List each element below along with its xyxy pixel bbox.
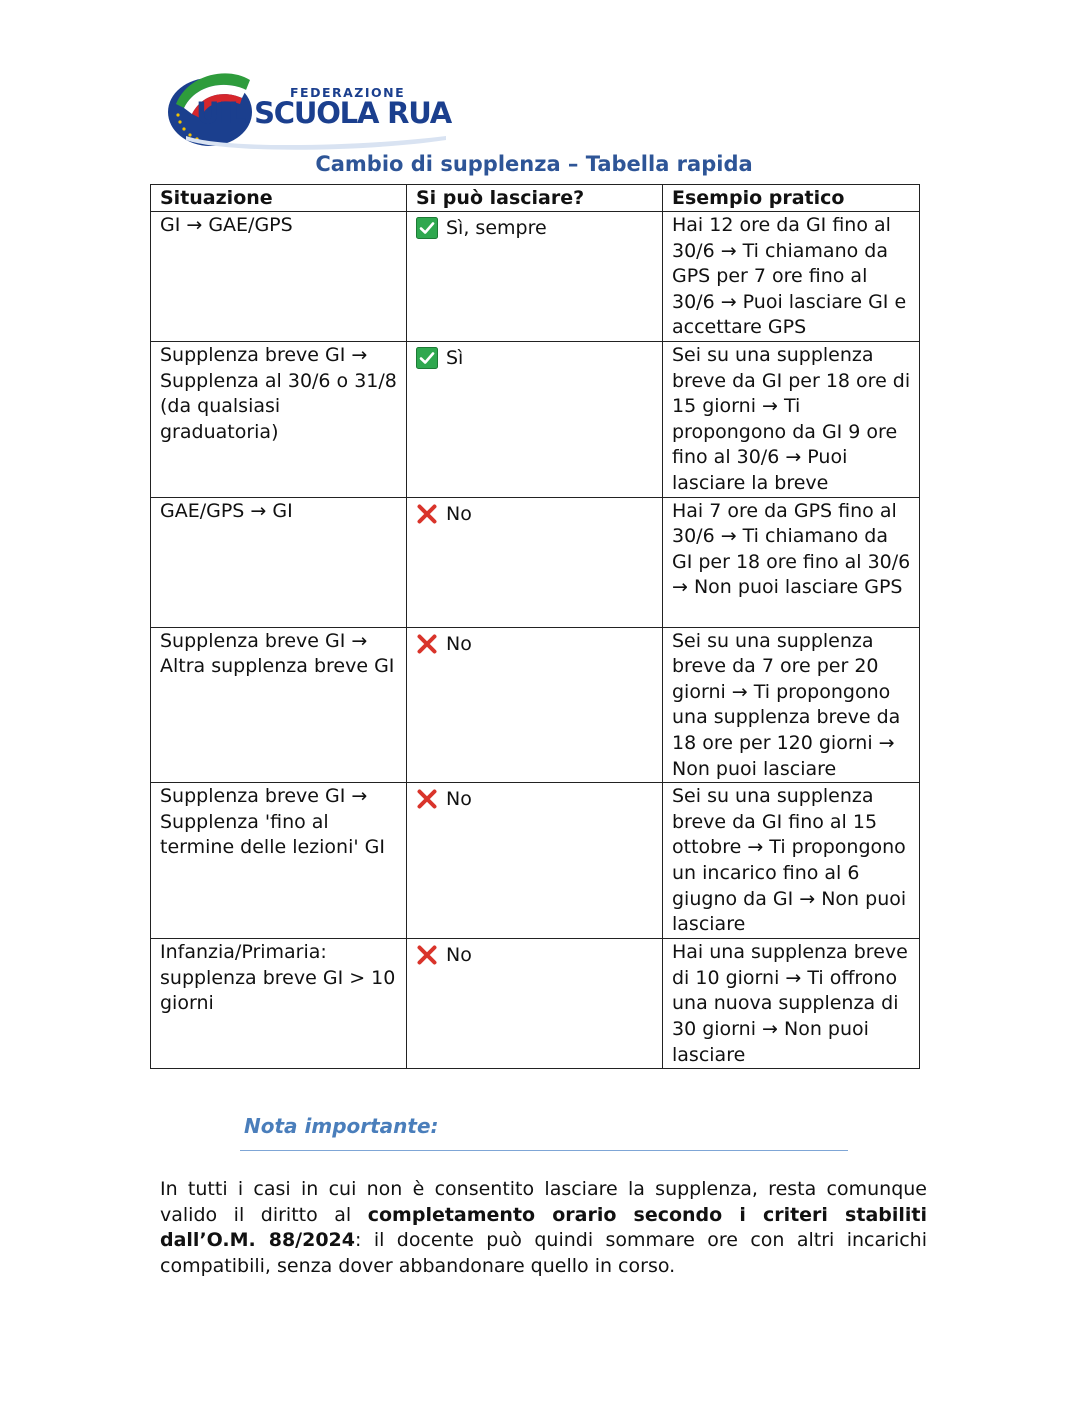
cell-esempio-pratico: Hai 12 ore da GI fino al 30/6 → Ti chiamano da GPS per 7 ore fino al 30/6 → Puoi lasciare GI e accettare GPS bbox=[663, 212, 920, 342]
table-row bbox=[151, 783, 920, 939]
table-row bbox=[151, 627, 920, 783]
logo-federazione-text: FEDERAZIONE bbox=[290, 85, 406, 100]
cell-si-puo-lasciare bbox=[407, 939, 663, 1069]
answer-wrapper bbox=[416, 784, 654, 813]
cell-situazione: GI → GAE/GPS bbox=[151, 212, 407, 342]
note-heading: Nota importante: bbox=[244, 1114, 439, 1138]
answer-wrapper bbox=[416, 940, 654, 969]
answer-wrapper bbox=[416, 343, 654, 372]
cell-situazione: Supplenza breve GI → Altra supplenza breve GI bbox=[151, 627, 407, 783]
table-row bbox=[151, 497, 920, 627]
note-text-bold: completamento orario secondo i criteri stabiliti dall’O.M. 88/2024 bbox=[160, 1203, 927, 1251]
answer-wrapper bbox=[416, 213, 654, 242]
cell-situazione: Supplenza breve GI → Supplenza 'fino al termine delle lezioni' GI bbox=[151, 783, 407, 939]
header-esempio-pratico: Esempio pratico bbox=[663, 185, 920, 212]
note-text-after: : il docente può quindi sommare ore con altri incarichi compatibili, senza dover abbandonare quello in corso. bbox=[160, 1229, 927, 1277]
answer-label: No bbox=[446, 632, 472, 655]
cross-icon bbox=[416, 944, 438, 966]
answer-label: No bbox=[446, 788, 472, 811]
cell-esempio-pratico: Sei su una supplenza breve da GI fino al 15 ottobre → Ti propongono un incarico fino al 6 giugno da GI → Non puoi lasciare bbox=[663, 783, 920, 939]
cell-si-puo-lasciare bbox=[407, 212, 663, 342]
answer-label: No bbox=[446, 502, 472, 525]
cell-si-puo-lasciare bbox=[407, 497, 663, 627]
header-si-puo-lasciare: Si può lasciare? bbox=[407, 185, 663, 212]
page-title: Cambio di supplenza – Tabella rapida bbox=[315, 152, 753, 176]
answer-wrapper bbox=[416, 629, 654, 658]
note-text-before: In tutti i casi in cui non è consentito lasciare la supplenza, resta comunque valido il diritto al bbox=[160, 1178, 927, 1226]
cell-esempio-pratico: Hai una supplenza breve di 10 giorni → Ti offrono una nuova supplenza di 30 giorni → Non puoi lasciare bbox=[663, 939, 920, 1069]
cross-icon bbox=[416, 503, 438, 525]
answer-label: Sì, sempre bbox=[446, 217, 547, 239]
cell-si-puo-lasciare bbox=[407, 783, 663, 939]
cell-situazione: GAE/GPS → GI bbox=[151, 497, 407, 627]
check-icon bbox=[416, 347, 438, 369]
cell-situazione: Supplenza breve GI → Supplenza al 30/6 o 31/8 (da qualsiasi graduatoria) bbox=[151, 342, 407, 498]
quick-table bbox=[150, 184, 920, 1069]
check-icon bbox=[416, 217, 438, 239]
answer-wrapper bbox=[416, 499, 654, 528]
note-body bbox=[160, 1177, 927, 1279]
header-situazione: Situazione bbox=[151, 185, 407, 212]
table-row bbox=[151, 212, 920, 342]
cross-icon bbox=[416, 633, 438, 655]
table-row bbox=[151, 342, 920, 498]
cell-situazione: Infanzia/Primaria: supplenza breve GI > 10 giorni bbox=[151, 939, 407, 1069]
table-row bbox=[151, 939, 920, 1069]
logo-uil-scuola-rua-text: UIL SCUOLA RUA bbox=[196, 96, 451, 130]
cross-icon bbox=[416, 788, 438, 810]
cell-si-puo-lasciare bbox=[407, 627, 663, 783]
answer-label: No bbox=[446, 944, 472, 967]
note-divider bbox=[240, 1150, 848, 1151]
table-header-row bbox=[151, 185, 920, 212]
cell-si-puo-lasciare bbox=[407, 342, 663, 498]
cell-esempio-pratico: Hai 7 ore da GPS fino al 30/6 → Ti chiamano da GI per 18 ore fino al 30/6 → Non puoi lasciare GPS bbox=[663, 497, 920, 627]
cell-esempio-pratico: Sei su una supplenza breve da 7 ore per 20 giorni → Ti propongono una supplenza breve da 18 ore per 120 giorni → Non puoi lasciare bbox=[663, 627, 920, 783]
answer-label: Sì bbox=[446, 347, 464, 369]
cell-esempio-pratico: Sei su una supplenza breve da GI per 18 ore di 15 giorni → Ti propongono da GI 9 ore fino al 30/6 → Puoi lasciare la breve bbox=[663, 342, 920, 498]
